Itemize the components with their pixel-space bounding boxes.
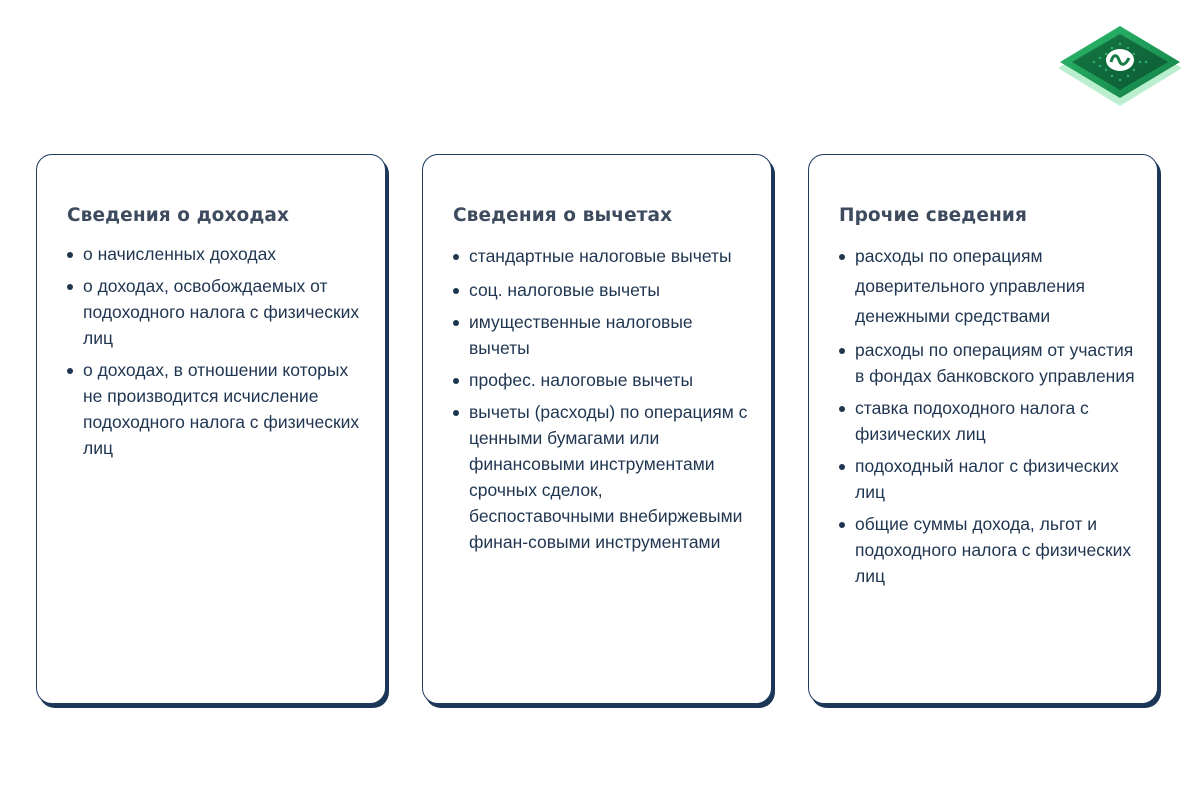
deductions-items-list [453,241,751,555]
bullet-icon [839,464,845,470]
list-item: о доходах, освобождаемых от подоходного налога с физических лиц [67,273,365,351]
list-item: общие суммы дохода, льгот и подоходного налога с физических лиц [839,511,1137,589]
list-item: о доходах, в отношении которых не производится исчисление подоходного налога с физических лиц [67,357,365,461]
list-item: соц. налоговые вычеты [453,277,751,303]
list-item: профес. налоговые вычеты [453,367,751,393]
card-title: Сведения о вычетах [453,205,673,226]
list-item: вычеты (расходы) по операциям с ценными бумагами или финансовыми инструментами срочных сделок, беспоставочными внебиржевыми финан-совыми инструментами [453,399,751,555]
other-items-list [839,241,1137,589]
bullet-icon [839,348,845,354]
bullet-icon [67,252,73,258]
list-item: расходы по операциям доверительного управления денежными средствами [839,241,1137,331]
other-info-card [808,154,1158,704]
deductions-info-card [422,154,772,704]
bullet-icon [839,522,845,528]
bullet-icon [67,368,73,374]
list-item: расходы по операциям от участия в фондах банковского управления [839,337,1137,389]
bullet-icon [453,320,459,326]
bullet-icon [839,254,845,260]
green-chip-logo-icon [1054,18,1186,110]
bullet-icon [839,406,845,412]
card-title: Прочие сведения [839,205,1027,226]
bullet-icon [453,254,459,260]
list-item: подоходный налог с физических лиц [839,453,1137,505]
bullet-icon [453,410,459,416]
bullet-icon [67,284,73,290]
income-info-card [36,154,386,704]
list-item: имущественные налоговые вычеты [453,309,751,361]
bullet-icon [453,378,459,384]
card-title: Сведения о доходах [67,205,289,226]
list-item: о начисленных доходах [67,241,365,267]
bullet-icon [453,288,459,294]
list-item: стандартные налоговые вычеты [453,241,751,271]
list-item: ставка подоходного налога с физических лиц [839,395,1137,447]
income-items-list [67,241,365,461]
